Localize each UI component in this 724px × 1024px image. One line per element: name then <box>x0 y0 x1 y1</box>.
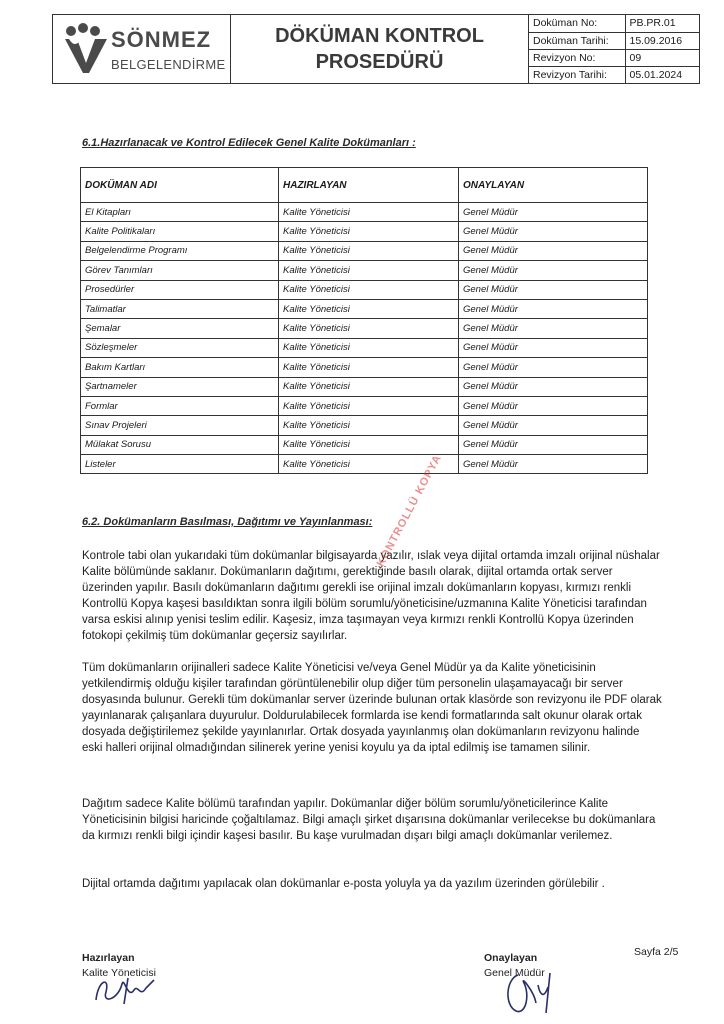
prepared-by-cell: Kalite Yöneticisi <box>279 280 459 299</box>
approved-by-cell: Genel Müdür <box>459 377 648 396</box>
title-line-1: DÖKÜMAN KONTROL <box>275 25 484 47</box>
document-table <box>80 167 648 474</box>
table-row <box>81 261 648 280</box>
prepared-by-cell: Kalite Yöneticisi <box>279 358 459 377</box>
section-1-heading: 6.1.Hazırlanacak ve Kontrol Edilecek Genel Kalite Dokümanları : <box>82 137 416 149</box>
document-title <box>231 15 529 83</box>
meta-row <box>529 66 699 83</box>
signature-right <box>500 965 560 1017</box>
table-row <box>81 319 648 338</box>
logo <box>53 15 231 83</box>
table-row <box>81 416 648 435</box>
prepared-by-cell: Kalite Yöneticisi <box>279 435 459 454</box>
prepared-by-cell: Kalite Yöneticisi <box>279 222 459 241</box>
table-row <box>81 203 648 222</box>
meta-row <box>529 32 699 49</box>
table-body <box>81 203 648 474</box>
approved-by-cell: Genel Müdür <box>459 338 648 357</box>
document-name-cell: Görev Tanımları <box>81 261 279 280</box>
prepared-by-cell: Kalite Yöneticisi <box>279 241 459 260</box>
approved-by-cell: Genel Müdür <box>459 358 648 377</box>
meta-value: 15.09.2016 <box>625 32 699 49</box>
document-name-cell: Şartnameler <box>81 377 279 396</box>
meta-row <box>529 15 699 32</box>
paragraph: Tüm dokümanların orijinalleri sadece Kalite Yöneticisi ve/veya Genel Müdür ya da Kalite yöneticisinin yetkilendirmiş olduğu kişiler tarafından görüntülenebilir olup diğer tüm personelin ulaşamayacağı bir server dosyasında bulunur. Gerekli tüm dokümanlar server üzerinde bulunan ortak klasörde son revizyonu ile PDF olarak yayınlanarak çalışanlara duyurulur. Doldurulabilecek formlarda ise kendi formatlarında salt okunur olarak ortak dosyada değiştirilemez şekilde yayınlanırlar. Ortak dosyada yayınlanmış olan dokümanların revizyonu halinde eski halleri orijinal olmadığından silinerek yerine yenisi koyulu ya da iptal edilmiş ise tamamen silinir. <box>82 662 662 754</box>
prepared-by-label: Hazırlayan <box>82 952 135 964</box>
document-header <box>52 14 700 84</box>
table-row <box>81 358 648 377</box>
approved-by-cell: Genel Müdür <box>459 261 648 280</box>
prepared-by-cell: Kalite Yöneticisi <box>279 203 459 222</box>
approved-by-label: Onaylayan <box>484 952 538 964</box>
approved-by-role: Genel Müdür <box>484 967 545 979</box>
document-meta-table <box>529 15 699 83</box>
prepared-by-cell: Kalite Yöneticisi <box>279 455 459 474</box>
document-name-cell: Sözleşmeler <box>81 338 279 357</box>
prepared-by-cell: Kalite Yöneticisi <box>279 299 459 318</box>
document-name-cell: Kalite Politikaları <box>81 222 279 241</box>
prepared-by-cell: Kalite Yöneticisi <box>279 338 459 357</box>
document-name-cell: Belgelendirme Programı <box>81 241 279 260</box>
prepared-by-cell: Kalite Yöneticisi <box>279 261 459 280</box>
document-name-cell: Mülakat Sorusu <box>81 435 279 454</box>
prepared-by-cell: Kalite Yöneticisi <box>279 416 459 435</box>
paragraph: Dijital ortamda dağıtımı yapılacak olan dokümanlar e-posta yoluyla ya da yazılım üzerinden görülebilir . <box>82 878 605 890</box>
logo-subtitle: BELGELENDİRME <box>111 57 226 72</box>
table-row <box>81 338 648 357</box>
meta-label: Doküman Tarihi: <box>529 32 625 49</box>
table-row <box>81 299 648 318</box>
document-name-cell: Prosedürler <box>81 280 279 299</box>
table-row <box>81 241 648 260</box>
document-name-cell: Şemalar <box>81 319 279 338</box>
meta-label: Doküman No: <box>529 15 625 32</box>
approved-by-cell: Genel Müdür <box>459 222 648 241</box>
document-name-cell: El Kitapları <box>81 203 279 222</box>
approved-by-cell: Genel Müdür <box>459 396 648 415</box>
table-row <box>81 222 648 241</box>
approved-by-cell: Genel Müdür <box>459 455 648 474</box>
page-number: Sayfa 2/5 <box>634 946 679 958</box>
approved-by-cell: Genel Müdür <box>459 416 648 435</box>
table-row <box>81 435 648 454</box>
prepared-by-cell: Kalite Yöneticisi <box>279 377 459 396</box>
approved-by-cell: Genel Müdür <box>459 319 648 338</box>
meta-label: Revizyon No: <box>529 49 625 66</box>
table-row <box>81 377 648 396</box>
approved-by-cell: Genel Müdür <box>459 299 648 318</box>
document-name-cell: Formlar <box>81 396 279 415</box>
logo-brand: SÖNMEZ <box>111 27 212 52</box>
approved-by-cell: Genel Müdür <box>459 280 648 299</box>
signature-left <box>88 970 168 1010</box>
document-name-cell: Sınav Projeleri <box>81 416 279 435</box>
approved-by-cell: Genel Müdür <box>459 203 648 222</box>
table-row <box>81 280 648 299</box>
paragraph: Kontrole tabi olan yukarıdaki tüm dokümanlar bilgisayarda yazılır, ıslak veya dijital ortamda imzalı orijinal nüshalar Kalite bölümünde saklanır. Dokümanların dağıtımı, gerektiğinde basılı olarak, dijital ortamda ortak server üzerinden yapılır. Basılı dokümanların dağıtımı gerekli ise orijinal imzalı dokümanların kopyası, kırmızı renkli Kontrollü Kopya kaşesi basıldıktan sonra ilgili bölüm sorumlu/yöneticisine/uzmanına Kalite Yöneticisi tarafından varsa eskisi alınıp yenisi teslim edilir. Kaşesiz, imza taşımayan veya kırmızı renkli Kontrollü Kopya üzerinden fotokopi çekilmiş tüm dokümanlar geçersiz sayılırlar. <box>82 550 660 642</box>
table-row <box>81 396 648 415</box>
meta-row <box>529 49 699 66</box>
title-line-2: PROSEDÜRÜ <box>315 51 444 73</box>
prepared-by-role: Kalite Yöneticisi <box>82 967 156 979</box>
prepared-by-cell: Kalite Yöneticisi <box>279 319 459 338</box>
approved-by-cell: Genel Müdür <box>459 435 648 454</box>
approved-by-cell: Genel Müdür <box>459 241 648 260</box>
meta-value: 05.01.2024 <box>629 68 683 81</box>
meta-value: 09 <box>625 49 699 66</box>
column-header: HAZIRLAYAN <box>279 168 459 203</box>
table-row <box>81 455 648 474</box>
paragraph: Dağıtım sadece Kalite bölümü tarafından yapılır. Dokümanlar diğer bölüm sorumlu/yöneticilerince Kalite Yöneticisinin bilgisi haricinde çoğaltılamaz. Bilgi amaçlı şirket dışarısına dokümanlar verilecekse bu dokümanlara da kırmızı renkli bilgi içindir kaşesi basılır. Bu kaşe vurulmadan dışarı bilgi amaçlı dokümanlar verilemez. <box>82 798 656 842</box>
column-header: ONAYLAYAN <box>459 168 648 203</box>
table-header-row <box>81 168 648 203</box>
section-2-heading: 6.2. Dokümanların Basılması, Dağıtımı ve Yayınlanması: <box>82 516 373 528</box>
column-header: DOKÜMAN ADI <box>81 168 279 203</box>
document-name-cell: Talimatlar <box>81 299 279 318</box>
controlled-copy-stamp: KONTROLLÜ KOPYA <box>374 452 445 569</box>
meta-label: Revizyon Tarihi: <box>529 66 625 83</box>
document-name-cell: Listeler <box>81 455 279 474</box>
logo-people-icon <box>63 23 109 75</box>
prepared-by-cell: Kalite Yöneticisi <box>279 396 459 415</box>
document-name-cell: Bakım Kartları <box>81 358 279 377</box>
meta-value: PB.PR.01 <box>625 15 699 32</box>
